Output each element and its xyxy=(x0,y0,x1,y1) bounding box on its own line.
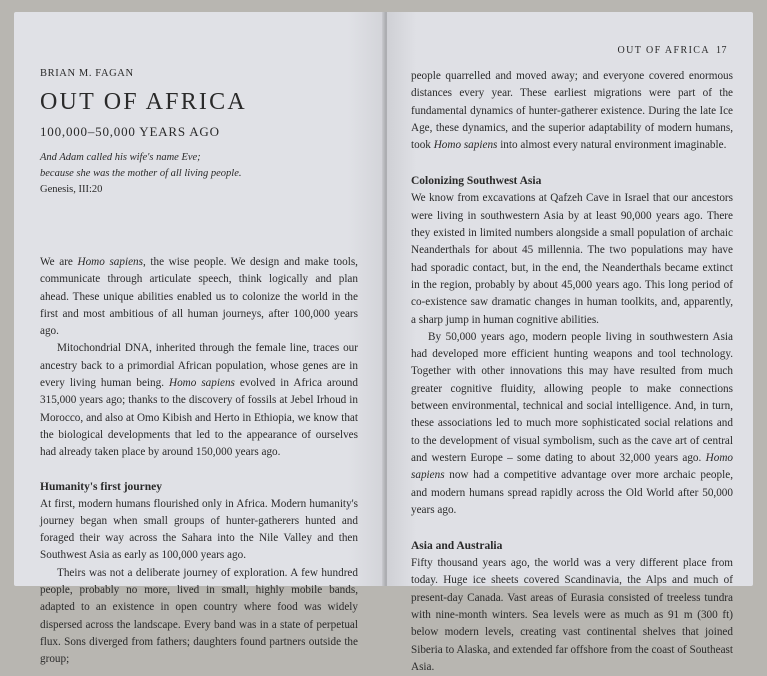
epigraph xyxy=(40,150,358,198)
text-run: , the wise people. We design and make tools, communicate through articulate speech, think logically and plan ahead. These unique abilities enabled us to colonize the world in the first and most ambitious of all human journeys, after 100,000 years ago. xyxy=(40,256,358,338)
epigraph-line-1: And Adam called his wife's name Eve; xyxy=(40,152,201,163)
running-head-title: OUT OF AFRICA xyxy=(617,45,710,56)
paragraph xyxy=(411,68,733,154)
text-run: now had a competitive advantage over more archaic people, and modern humans spread rapidly across the Old World after 50,000 years ago. xyxy=(411,469,733,516)
paragraph xyxy=(40,340,358,461)
text-run: We are xyxy=(40,256,78,268)
section-heading: Colonizing Southwest Asia xyxy=(411,175,542,188)
chapter-subtitle: 100,000–50,000 YEARS AGO xyxy=(40,124,220,139)
paragraph xyxy=(411,329,733,519)
text-run: people quarrelled and moved away; and everyone covered enormous distances every year. These earliest migrations were part of the fundamental dynamics of hunter-gatherer existence. During the late Ice Age, these dynamics, and the superior adaptability of modern humans, took xyxy=(411,70,733,152)
running-head xyxy=(618,45,727,56)
paragraph: At first, modern humans flourished only in Africa. Modern humanity's journey began when small groups of hunter-gatherers hunted and foraged their way across the Sahara into the Nile Valley and then Southwest Asia as early as 100,000 years ago. xyxy=(40,497,358,562)
right-body-text xyxy=(411,68,733,676)
text-run: into almost every natural environment imaginable. xyxy=(497,139,727,152)
right-column xyxy=(411,68,733,676)
italic-text: Homo sapiens xyxy=(411,451,733,482)
text-run: Mitochondrial DNA, inherited through the female line, traces our ancestry back to a primordial African population, whose genes are in every living human being. xyxy=(40,342,358,390)
paragraph: Theirs was not a deliberate journey of exploration. A few hundred people, probably no more, lived in small, highly mobile bands, adapted to an existence in open country where food was widely dispersed across the landscape. Every band was in a state of perpetual flux. Sons diverged from fathers; daughters found partners outside the group; xyxy=(40,566,358,666)
book-spread xyxy=(14,12,754,673)
left-body-text xyxy=(40,254,358,669)
page-number: 17 xyxy=(716,45,727,56)
text-run: evolved in Africa around 315,000 years ago; thanks to the discovery of fossils at Jebel Irhoud in Morocco, and also at Omo Kibish and Herto in Ethiopia, we know that the biological developments that led to the appearance of ourselves had already taken place by around 150,000 years ago. xyxy=(40,377,358,459)
epigraph-line-2: because she was the mother of all living people. xyxy=(40,168,242,179)
right-page xyxy=(387,12,753,673)
section-heading: Humanity's first journey xyxy=(40,480,163,493)
author-name: BRIAN M. FAGAN xyxy=(40,68,134,79)
page-imprint xyxy=(26,577,27,582)
italic-text: Homo sapiens xyxy=(433,139,498,152)
left-page xyxy=(14,12,385,666)
section-heading: Asia and Australia xyxy=(411,540,503,553)
chapter-title: OUT OF AFRICA xyxy=(40,89,247,115)
epigraph-reference: Genesis, III:20 xyxy=(40,184,103,195)
italic-text: Homo sapiens xyxy=(169,377,235,390)
italic-text: Homo sapiens xyxy=(77,256,144,268)
paragraph: Fifty thousand years ago, the world was a very different place from today. Huge ice sheets covered Scandinavia, the Alps and much of present-day Canada. Vast areas of Eurasia consisted of treeless tundra with nine-month winters. Sea levels were as much as 91 m (300 ft) below modern levels, creating vast continental shelves that joined Siberia to Alaska, and extended far offshore from the coast of Southeast Asia. xyxy=(411,557,733,673)
left-column xyxy=(40,68,358,669)
paragraph: We know from excavations at Qafzeh Cave in Israel that our ancestors were living in southwestern Asia by at least 90,000 years ago. There they existed in limited numbers alongside a small population of archaic Neanderthals for about 45 millennia. The two populations may have had sporadic contact, but, in the end, the Neanderthals became extinct in the region, probably by about 45,000 years ago. This long period of co-existence saw dramatic changes in human toolkits, and, apparently, a sharp jump in human cognitive abilities. xyxy=(411,192,733,326)
text-run: By 50,000 years ago, modern people living in southwestern Asia had developed more efficient hunting weapons and tool technology. Together with other innovations this may have resulted from much greater cognitive fluidity, allowing people to make connections between environmental, technical and social intelligence. And, in turn, these associations led to much more sophisticated social relations and to the development of visual symbolism, such as the cave art of central and western Europe – some dating to about 32,000 years ago. xyxy=(411,330,733,464)
paragraph xyxy=(40,254,358,340)
